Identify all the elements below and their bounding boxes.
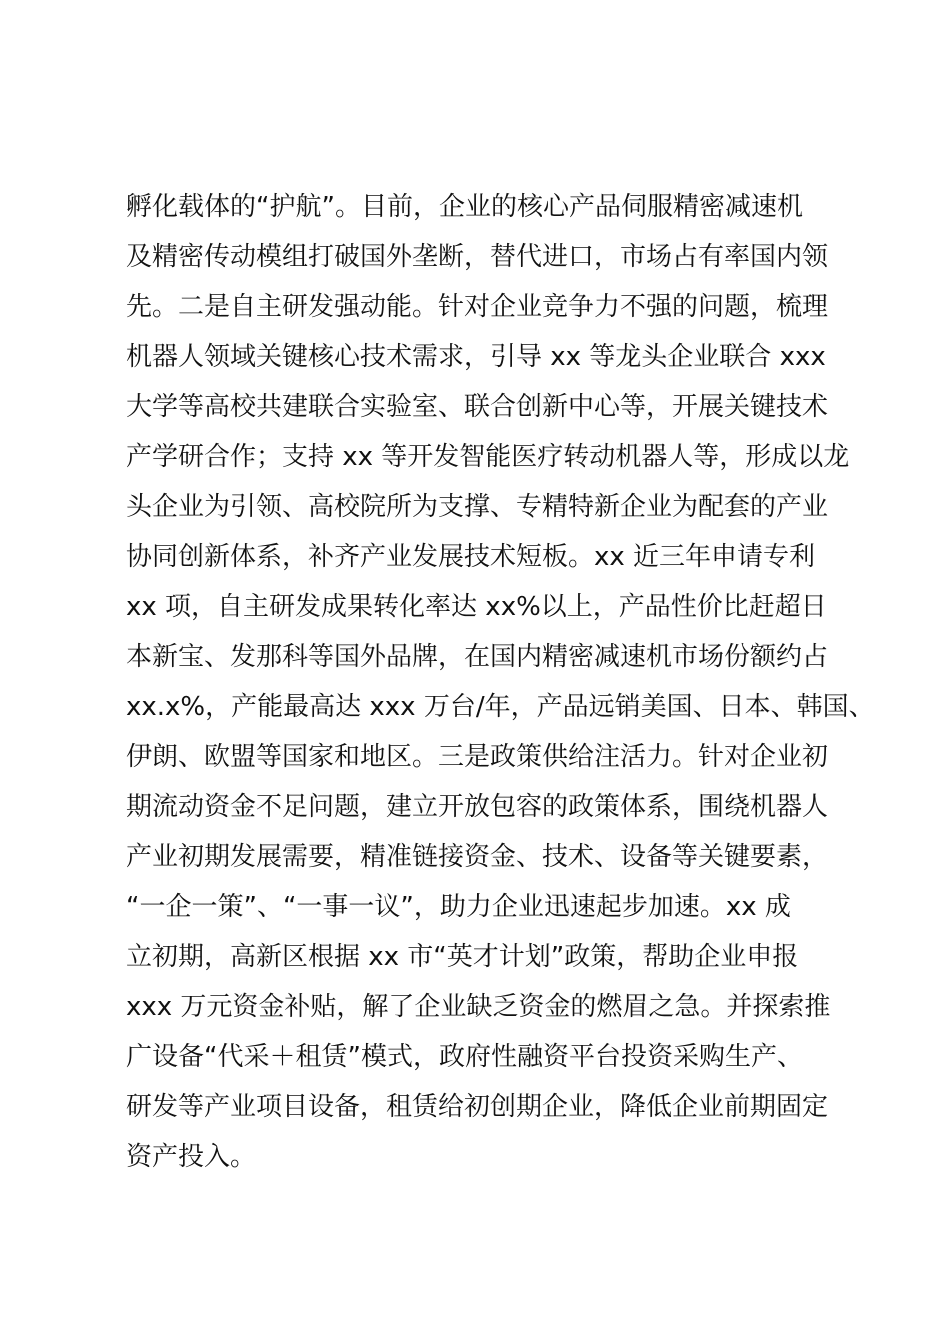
text-line: 广设备“代采＋租赁”模式，政府性融资平台投资采购生产、 <box>126 1042 803 1072</box>
body-paragraph <box>126 182 875 1182</box>
text-line: 研发等产业项目设备，租赁给初创期企业，降低企业前期固定 <box>126 1092 829 1122</box>
text-line: xx 项，自主研发成果转化率达 xx%以上，产品性价比赶超日 <box>126 592 827 622</box>
text-line: 先。二是自主研发强动能。针对企业竞争力不强的问题，梳理 <box>126 292 829 322</box>
text-line: 资产投入。 <box>126 1142 257 1172</box>
text-line: 大学等高校共建联合实验室、联合创新中心等，开展关键技术 <box>126 392 829 422</box>
text-line: 孵化载体的“护航”。目前，企业的核心产品伺服精密减速机 <box>126 192 803 222</box>
text-line: 期流动资金不足问题，建立开放包容的政策体系，围绕机器人 <box>126 792 829 822</box>
text-line: 机器人领域关键核心技术需求，引导 xx 等龙头企业联合 xxx <box>126 342 826 372</box>
text-line: 及精密传动模组打破国外垄断，替代进口，市场占有率国内领 <box>126 242 829 272</box>
text-line: “一企一策”、“一事一议”，助力企业迅速起步加速。xx 成 <box>126 892 791 922</box>
text-line: xxx 万元资金补贴，解了企业缺乏资金的燃眉之急。并探索推 <box>126 992 831 1022</box>
text-line: 协同创新体系，补齐产业发展技术短板。xx 近三年申请专利 <box>126 542 816 572</box>
text-line: 产业初期发展需要，精准链接资金、技术、设备等关键要素， <box>126 842 829 872</box>
text-line: 本新宝、发那科等国外品牌，在国内精密减速机市场份额约占 <box>126 642 829 672</box>
text-line: 伊朗、欧盟等国家和地区。三是政策供给注活力。针对企业初 <box>126 742 829 772</box>
text-line: 立初期，高新区根据 xx 市“英才计划”政策，帮助企业申报 <box>126 942 799 972</box>
text-line: 产学研合作；支持 xx 等开发智能医疗转动机器人等，形成以龙 <box>126 442 850 472</box>
text-line: xx.x%，产能最高达 xxx 万台/年，产品远销美国、日本、韩国、 <box>126 692 875 722</box>
text-line: 头企业为引领、高校院所为支撑、专精特新企业为配套的产业 <box>126 492 829 522</box>
